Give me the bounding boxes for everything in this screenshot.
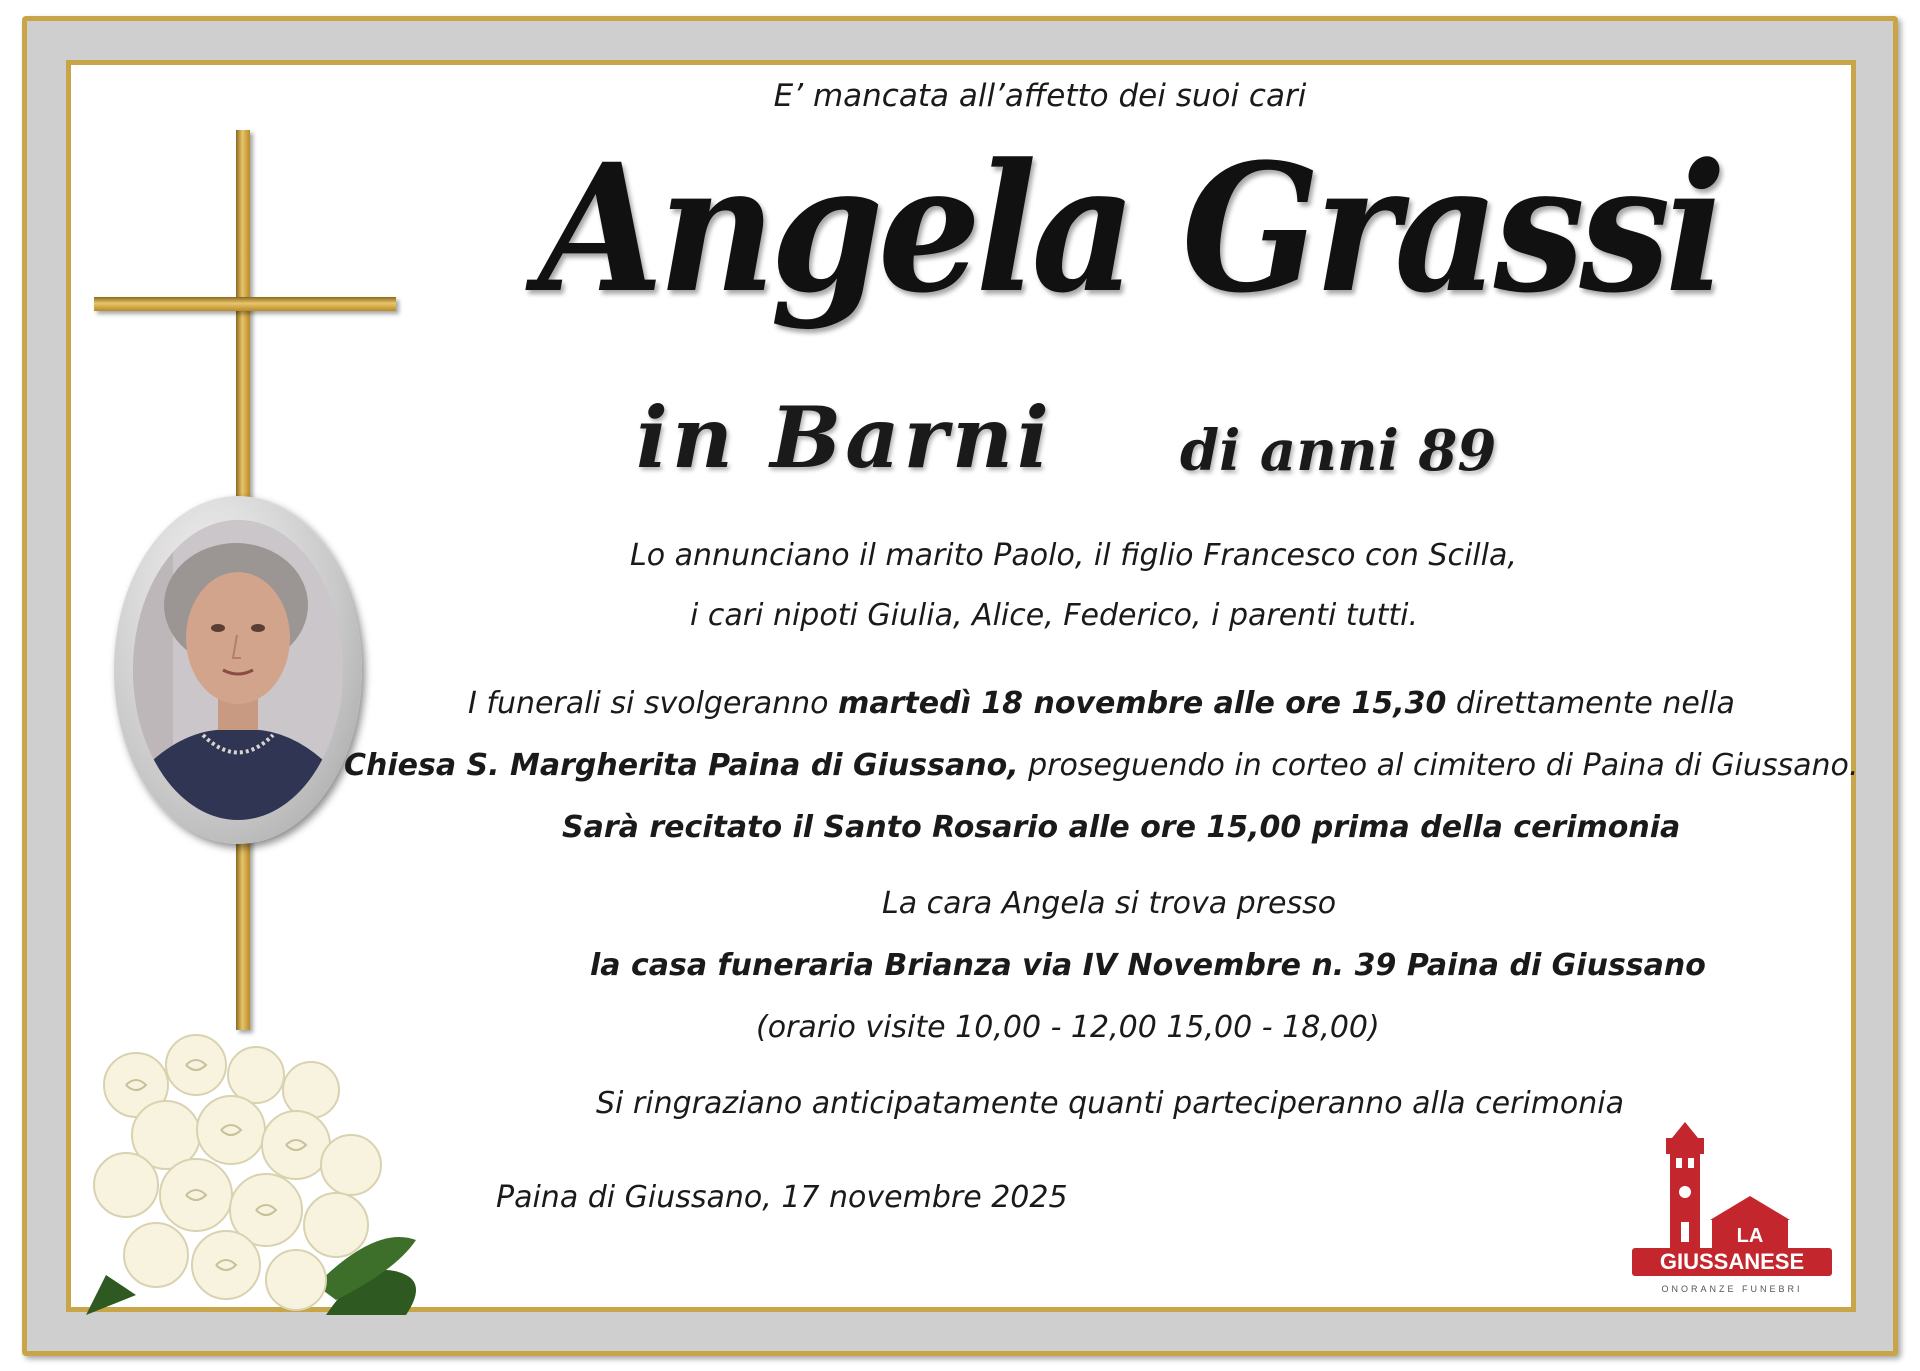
age-label: di anni 89 — [1180, 418, 1497, 484]
church-line — [344, 748, 1858, 783]
funeral-home-line: la casa funeraria Brianza via IV Novembre n. 39 Paina di Giussano — [590, 948, 1706, 983]
logo-line1: LA — [1736, 1225, 1764, 1247]
funeral-suffix: direttamente nella — [1446, 686, 1735, 721]
place-date: Paina di Giussano, 17 novembre 2025 — [496, 1180, 1068, 1215]
funeral-datetime: martedì 18 novembre alle ore 15,30 — [838, 686, 1447, 721]
church-name: Chiesa S. Margherita Paina di Giussano, — [344, 748, 1019, 783]
thanks-line: Si ringraziano anticipatamente quanti parteciperanno alla cerimonia — [596, 1086, 1625, 1121]
logo-tagline: ONORANZE FUNEBRI — [1661, 1284, 1803, 1294]
la-giussanese-logo — [1632, 1122, 1832, 1300]
announcement-line-1: Lo annunciano il marito Paolo, il figlio Francesco con Scilla, — [630, 538, 1517, 573]
portrait-photo — [133, 520, 343, 820]
visiting-hours: (orario visite 10,00 - 12,00 15,00 - 18,00) — [756, 1010, 1380, 1045]
funeral-prefix: I funerali si svolgeranno — [468, 686, 839, 721]
announcement-line-2: i cari nipoti Giulia, Alice, Federico, i parenti tutti. — [690, 598, 1418, 633]
married-name: in Barni — [636, 388, 1053, 487]
logo-line2: GIUSSANESE — [1659, 1249, 1805, 1274]
location-intro: La cara Angela si trova presso — [882, 886, 1337, 921]
procession-text: proseguendo in corteo al cimitero di Paina di Giussano. — [1018, 748, 1859, 783]
intro-line: E’ mancata all’affetto dei suoi cari — [773, 78, 1307, 114]
deceased-name: Angela Grassi — [538, 125, 1721, 332]
rosary-line: Sarà recitato il Santo Rosario alle ore 15,00 prima della cerimonia — [562, 810, 1681, 845]
funeral-line — [468, 686, 1735, 721]
white-roses-bouquet — [76, 1025, 476, 1315]
cross-icon-horizontal-bar — [94, 297, 396, 311]
